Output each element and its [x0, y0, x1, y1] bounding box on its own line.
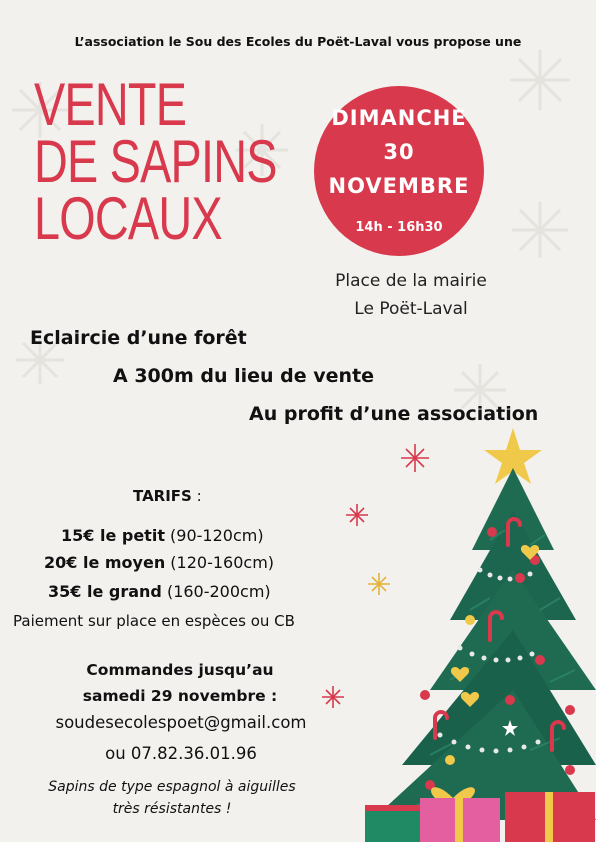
price-line: [44, 553, 274, 572]
tarifs-label: TARIFS: [133, 487, 192, 505]
price-label: 35€ le grand: [48, 582, 162, 601]
date-number: 30: [383, 140, 415, 164]
tarifs-heading: [133, 487, 202, 505]
price-label: 15€ le petit: [61, 526, 165, 545]
place-line: Place de la mairie: [335, 271, 487, 291]
price-range: (160-200cm): [161, 582, 271, 601]
order-line: samedi 29 novembre :: [82, 687, 278, 705]
order-deadline: [50, 657, 310, 709]
phone-number[interactable]: ou 07.82.36.01.96: [105, 744, 257, 763]
feature-line: A 300m du lieu de vente: [113, 365, 375, 387]
order-line: Commandes jusqu’au: [86, 661, 274, 679]
date-day: DIMANCHE: [331, 106, 467, 130]
event-title: [34, 71, 277, 252]
price-range: (120-160cm): [165, 553, 275, 572]
title-line: DE SAPINS: [34, 128, 277, 195]
price-line: [48, 582, 271, 601]
intro-text: L’association le Sou des Ecoles du Poët-Laval vous propose une: [74, 34, 522, 49]
note-line: très résistantes !: [112, 801, 232, 817]
price-range: (90-120cm): [164, 526, 264, 545]
date-badge: [314, 86, 484, 256]
note-line: Sapins de type espagnol à aiguilles: [48, 779, 296, 795]
date-hours: 14h - 16h30: [355, 220, 443, 235]
price-line: [61, 526, 264, 545]
place-line: Le Poët-Laval: [354, 299, 468, 319]
feature-line: Au profit d’une association: [249, 403, 539, 425]
title-line: LOCAUX: [34, 185, 222, 252]
title-line: VENTE: [34, 71, 187, 138]
date-month: NOVEMBRE: [328, 174, 470, 198]
tarifs-suffix: :: [191, 487, 202, 505]
christmas-tree-illustration: [330, 420, 596, 842]
feature-line: Eclaircie d’une forêt: [30, 327, 247, 349]
price-label: 20€ le moyen: [44, 553, 166, 572]
email-link[interactable]: soudesecolespoet@gmail.com: [55, 713, 307, 732]
payment-info: Paiement sur place en espèces ou CB: [13, 612, 295, 630]
tree-note: [22, 776, 322, 820]
